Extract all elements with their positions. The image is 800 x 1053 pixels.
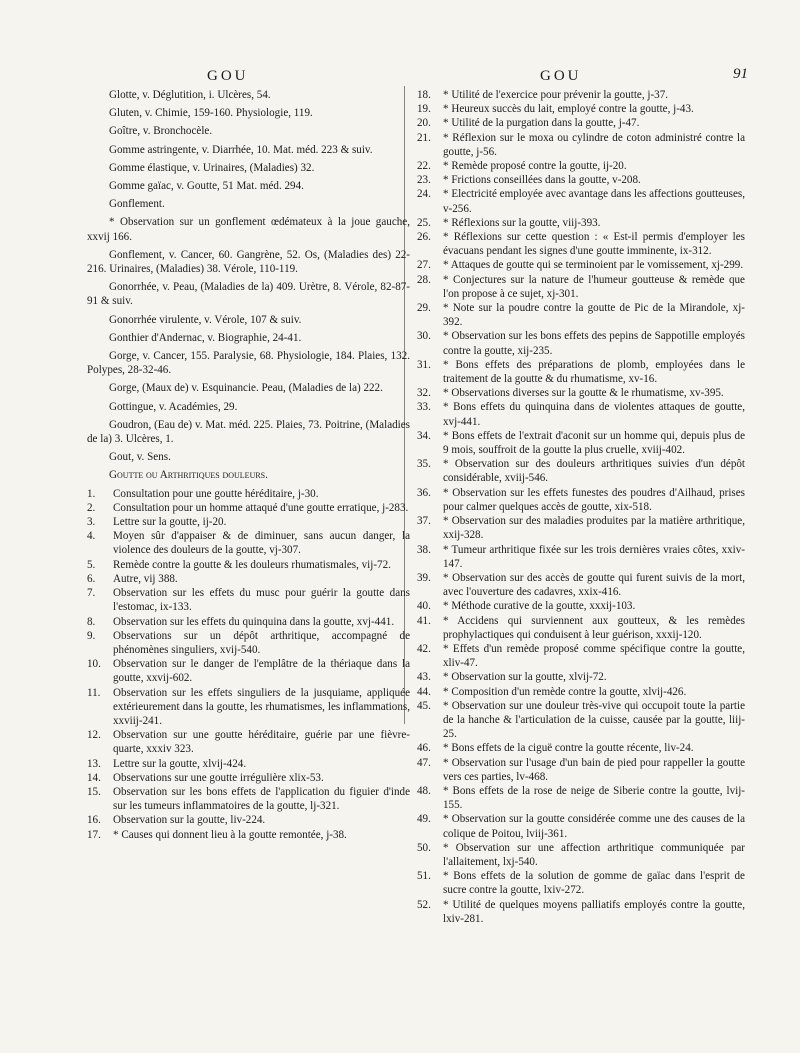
item-text: * Observations diverses sur la goutte & le rhumatisme, xv-395. <box>443 387 724 400</box>
item-text: * Observation sur des douleurs arthritiques suivies d'un dépôt considérable, xviij-546. <box>443 458 745 485</box>
list-item <box>417 216 745 230</box>
list-item <box>417 429 745 457</box>
list-item <box>417 102 745 116</box>
item-text: * Attaques de goutte qui se terminoient par le vomissement, xj-299. <box>443 259 744 272</box>
list-item <box>417 131 745 159</box>
item-text: * Réflexions sur la goutte, viij-393. <box>443 216 601 229</box>
index-entry: * Observation sur un gonflement œdémateux à la joue gauche, xxvij 166. <box>87 216 410 243</box>
list-item <box>417 457 745 485</box>
item-text: * Accidens qui surviennent aux goutteux, & les remèdes prophylactiques qui conduisent à leur guérison, xxxij-120. <box>443 614 745 641</box>
index-entry: Gorge, (Maux de) v. Esquinancie. Peau, (Maladies de la) 222. <box>109 382 383 395</box>
goutte-list-right <box>417 88 745 926</box>
item-number: 34. <box>417 429 431 442</box>
item-number: 25. <box>417 216 431 229</box>
item-text: * Observation sur la goutte considérée comme une des causes de la colique de Poitou, lviij-361. <box>443 813 745 840</box>
item-number: 29. <box>417 302 431 315</box>
item-text: Observation sur la goutte, liv-224. <box>113 814 266 827</box>
page-number: 91 <box>733 66 748 82</box>
item-number: 31. <box>417 358 431 371</box>
list-item <box>87 586 410 614</box>
index-entry: Glotte, v. Déglutition, i. Ulcères, 54. <box>109 89 271 101</box>
list-item <box>417 486 745 514</box>
item-text: Observation sur une goutte héréditaire, guérie par une fièvre-quarte, xxxiv 323. <box>113 729 410 756</box>
item-number: 40. <box>417 600 431 613</box>
list-item <box>417 173 745 187</box>
item-number: 30. <box>417 330 431 343</box>
index-entry: Gorge, v. Cancer, 155. Paralysie, 68. Physiologie, 184. Plaies, 132. Polypes, 28-32-46. <box>87 350 410 377</box>
item-number: 10. <box>87 658 101 671</box>
list-item <box>417 741 745 755</box>
item-number: 26. <box>417 231 431 244</box>
item-number: 22. <box>417 160 431 173</box>
item-number: 19. <box>417 103 431 116</box>
list-item <box>87 828 410 842</box>
list-item <box>87 757 410 771</box>
list-item <box>87 728 410 756</box>
list-item <box>417 571 745 599</box>
item-text: * Bons effets de la ciguë contre la goutte récente, liv-24. <box>443 742 694 755</box>
item-number: 4. <box>87 530 96 543</box>
item-number: 18. <box>417 89 431 101</box>
index-entry: Gout, v. Sens. <box>109 451 171 464</box>
item-number: 27. <box>417 259 431 272</box>
item-text: Observations sur un dépôt arthritique, accompagné de phénomènes singuliers, xvij-540. <box>113 629 410 656</box>
goutte-heading: Goutte ou Arthritiques douleurs. <box>109 469 268 482</box>
item-text: * Electricité employée avec avantage dans les affections goutteuses, v-256. <box>443 188 745 215</box>
list-item <box>417 358 745 386</box>
running-head-left: GOU <box>207 68 249 84</box>
item-number: 12. <box>87 729 101 742</box>
item-text: Observations sur une goutte irrégulière xlix-53. <box>113 771 324 784</box>
list-item <box>87 771 410 785</box>
list-item <box>417 756 745 784</box>
item-number: 52. <box>417 898 431 911</box>
item-text: * Bons effets de la solution de gomme de gaïac dans l'esprit de sucre contre la goutte, lxiv-272. <box>443 870 745 897</box>
item-text: Remède contre la goutte & les douleurs rhumatismales, vij-72. <box>113 558 391 571</box>
index-entry: Gluten, v. Chimie, 159-160. Physiologie, 119. <box>109 107 313 120</box>
item-number: 7. <box>87 587 96 600</box>
item-text: * Utilité de l'exercice pour prévenir la goutte, j-37. <box>443 89 669 101</box>
list-item <box>417 301 745 329</box>
list-item <box>87 629 410 657</box>
item-text: * Remède proposé contre la goutte, ij-20. <box>443 160 627 173</box>
item-text: Consultation pour une goutte héréditaire, j-30. <box>113 487 319 500</box>
item-text: * Heureux succès du lait, employé contre la goutte, j-43. <box>443 103 694 116</box>
item-text: Observation sur les effets singuliers de la jusquiame, appliquée extérieurement dans la goutte, les rhumatismes, les inflammations, xxviij-241. <box>113 686 410 727</box>
item-text: * Observation sur les effets funestes des poudres d'Ailhaud, prises pour calmer quelques accès de goutte, xix-518. <box>443 486 745 513</box>
item-text: * Bons effets des préparations de plomb, employées dans le traitement de la goutte & du rhumatisme, xv-16. <box>443 358 745 386</box>
list-item <box>417 784 745 812</box>
index-entry: Gomme gaïac, v. Goutte, 51 Mat. méd. 294. <box>109 180 304 193</box>
item-text: Lettre sur la goutte, ij-20. <box>113 516 227 529</box>
item-number: 17. <box>87 828 101 841</box>
index-entries <box>87 88 410 464</box>
item-text: * Observation sur des maladies produites par la matière arthritique, xxij-328. <box>443 515 745 542</box>
list-item <box>417 116 745 130</box>
item-text: Lettre sur la goutte, xlvij-424. <box>113 757 247 770</box>
item-number: 35. <box>417 458 431 471</box>
item-number: 11. <box>87 686 101 699</box>
item-number: 43. <box>417 671 431 684</box>
item-text: * Réflexions sur cette question : « Est-il permis d'employer les évacuans pendant les signes d'une goutte imminente, ix-312. <box>443 231 745 258</box>
goutte-list-left <box>87 487 410 842</box>
list-item <box>87 558 410 572</box>
item-text: * Observation sur l'usage d'un bain de pied pour rappeller la goutte vers ces parties, lv-468. <box>443 756 745 783</box>
item-text: * Observation sur une affection arthritique communiquée par l'allaitement, lxj-540. <box>443 841 745 868</box>
item-text: Moyen sûr d'appaiser & de diminuer, sans aucun danger, la violence des douleurs de la goutte, vj-307. <box>113 530 410 557</box>
list-item <box>417 670 745 684</box>
list-item <box>87 487 410 501</box>
index-entry: Gomme élastique, v. Urinaires, (Maladies) 32. <box>109 161 315 174</box>
item-number: 20. <box>417 117 431 130</box>
index-entry: Goudron, (Eau de) v. Mat. méd. 225. Plaies, 73. Poitrine, (Maladies de la) 3. Ulcères, 1. <box>87 418 410 446</box>
list-item <box>417 273 745 301</box>
item-text: * Utilité de la purgation dans la goutte, j-47. <box>443 117 640 130</box>
item-number: 48. <box>417 784 431 797</box>
item-text: * Bons effets du quinquina dans de violentes attaques de goutte, xvj-441. <box>443 401 745 428</box>
item-text: * Tumeur arthritique fixée sur les trois dernières vraies côtes, xxiv-147. <box>443 543 745 570</box>
item-text: Observation sur les bons effets de l'application du figuier d'inde sur les tumeurs inflammatoires de la goutte, lj-321. <box>113 785 410 813</box>
item-number: 46. <box>417 742 431 755</box>
list-item <box>417 812 745 840</box>
list-item <box>417 88 745 102</box>
item-number: 47. <box>417 756 431 769</box>
item-text: Observation sur les effets du musc pour guérir la goutte dans l'estomac, ix-133. <box>113 587 410 614</box>
list-item <box>417 614 745 642</box>
list-item <box>417 869 745 897</box>
list-item <box>417 159 745 173</box>
index-entry: Gonorrhée, v. Peau, (Maladies de la) 409. Urètre, 8. Vérole, 82-87-91 & suiv. <box>87 281 410 308</box>
item-number: 39. <box>417 571 431 584</box>
item-number: 50. <box>417 841 431 854</box>
right-column <box>417 88 745 926</box>
item-text: * Frictions conseillées dans la goutte, v-208. <box>443 174 641 187</box>
list-item <box>417 187 745 215</box>
item-text: * Méthode curative de la goutte, xxxij-103. <box>443 600 636 613</box>
item-number: 5. <box>87 558 96 571</box>
list-item <box>87 615 410 629</box>
item-number: 15. <box>87 785 101 798</box>
item-text: * Bons effets de la rose de neige de Siberie contre la goutte, lvij-155. <box>443 784 745 812</box>
item-text: * Utilité de quelques moyens palliatifs employés contre la goutte, lxiv-281. <box>443 898 745 925</box>
item-text: * Observation sur une douleur très-vive qui occupoit toute la partie de la hanche & l'articulation de la cuisse, causée par la goutte, liij-25. <box>443 699 745 741</box>
list-item <box>417 543 745 571</box>
item-number: 13. <box>87 757 101 770</box>
item-number: 16. <box>87 814 101 827</box>
list-item <box>87 572 410 586</box>
list-item <box>417 841 745 869</box>
item-number: 14. <box>87 771 101 784</box>
item-text: * Conjectures sur la nature de l'humeur goutteuse & remède que l'on propose à ce sujet, xj-301. <box>443 273 745 300</box>
list-item <box>417 258 745 272</box>
item-number: 9. <box>87 629 96 642</box>
list-item <box>87 813 410 827</box>
item-number: 42. <box>417 642 431 655</box>
running-head-right: GOU <box>540 68 582 84</box>
list-item <box>417 699 745 742</box>
list-item <box>417 642 745 670</box>
item-text: * Réflexion sur le moxa ou cylindre de coton administré contre la goutte, j-56. <box>443 131 745 158</box>
item-text: Autre, vij 388. <box>113 572 178 585</box>
list-item <box>417 329 745 357</box>
item-text: * Observation sur la goutte, xlvij-72. <box>443 671 607 684</box>
list-item <box>87 515 410 529</box>
list-item <box>417 898 745 926</box>
item-number: 32. <box>417 387 431 400</box>
item-number: 21. <box>417 131 431 144</box>
item-number: 51. <box>417 870 431 883</box>
item-number: 24. <box>417 188 431 201</box>
list-item <box>87 785 410 813</box>
list-item <box>87 501 410 515</box>
list-item <box>87 686 410 729</box>
index-entry: Gonthier d'Andernac, v. Biographie, 24-41. <box>109 331 302 344</box>
list-item <box>87 657 410 685</box>
item-number: 45. <box>417 699 431 712</box>
item-text: Observation sur les effets du quinquina dans la goutte, xvj-441. <box>113 615 395 628</box>
item-number: 28. <box>417 273 431 286</box>
item-text: Observation sur le danger de l'emplâtre de la thériaque dans la goutte, xxvij-602. <box>113 658 410 685</box>
item-text: * Effets d'un remède proposé comme spécifique contre la goutte, xliv-47. <box>443 642 745 670</box>
item-text: Consultation pour un homme attaqué d'une goutte erratique, j-283. <box>113 501 409 514</box>
index-entry: Gonorrhée virulente, v. Vérole, 107 & suiv. <box>109 313 302 326</box>
item-number: 33. <box>417 401 431 414</box>
list-item <box>417 599 745 613</box>
item-number: 44. <box>417 685 431 698</box>
index-entry: Gomme astringente, v. Diarrhée, 10. Mat. méd. 223 & suiv. <box>109 143 373 156</box>
item-number: 49. <box>417 813 431 826</box>
list-item <box>417 685 745 699</box>
item-text: * Note sur la poudre contre la goutte de Pic de la Mirandole, xj-392. <box>443 302 745 329</box>
item-text: * Observation sur les bons effets des pepins de Sappotille employés contre la goutte, xij-235. <box>443 330 745 357</box>
item-number: 1. <box>87 487 96 500</box>
index-entry: Goître, v. Bronchocèle. <box>109 125 213 138</box>
item-number: 3. <box>87 516 96 529</box>
item-number: 38. <box>417 543 431 556</box>
item-number: 36. <box>417 486 431 499</box>
list-item <box>417 386 745 400</box>
index-entry: Gottingue, v. Académies, 29. <box>109 400 238 413</box>
item-text: * Composition d'un remède contre la goutte, xlvij-426. <box>443 685 687 698</box>
item-number: 8. <box>87 615 96 628</box>
left-column <box>87 88 410 842</box>
index-entry: Gonflement. <box>109 198 165 211</box>
list-item <box>417 230 745 258</box>
item-number: 23. <box>417 174 431 187</box>
item-number: 41. <box>417 614 431 627</box>
item-text: * Causes qui donnent lieu à la goutte remontée, j-38. <box>113 828 347 841</box>
list-item <box>87 529 410 557</box>
item-text: * Bons effets de l'extrait d'aconit sur un homme qui, depuis plus de 9 mois, souffroit de la goutte la plus cruelle, xviij-402. <box>443 429 745 457</box>
item-text: * Observation sur des accès de goutte qui furent suivis de la mort, avec l'ouverture des cadavres, xxix-416. <box>443 571 745 599</box>
item-number: 37. <box>417 515 431 528</box>
item-number: 2. <box>87 501 96 514</box>
list-item <box>417 514 745 542</box>
list-item <box>417 400 745 428</box>
index-entry: Gonflement, v. Cancer, 60. Gangrène, 52. Os, (Maladies des) 22-216. Urinaires, (Maladies) 38. Vérole, 110-119. <box>87 248 410 276</box>
item-number: 6. <box>87 572 96 585</box>
